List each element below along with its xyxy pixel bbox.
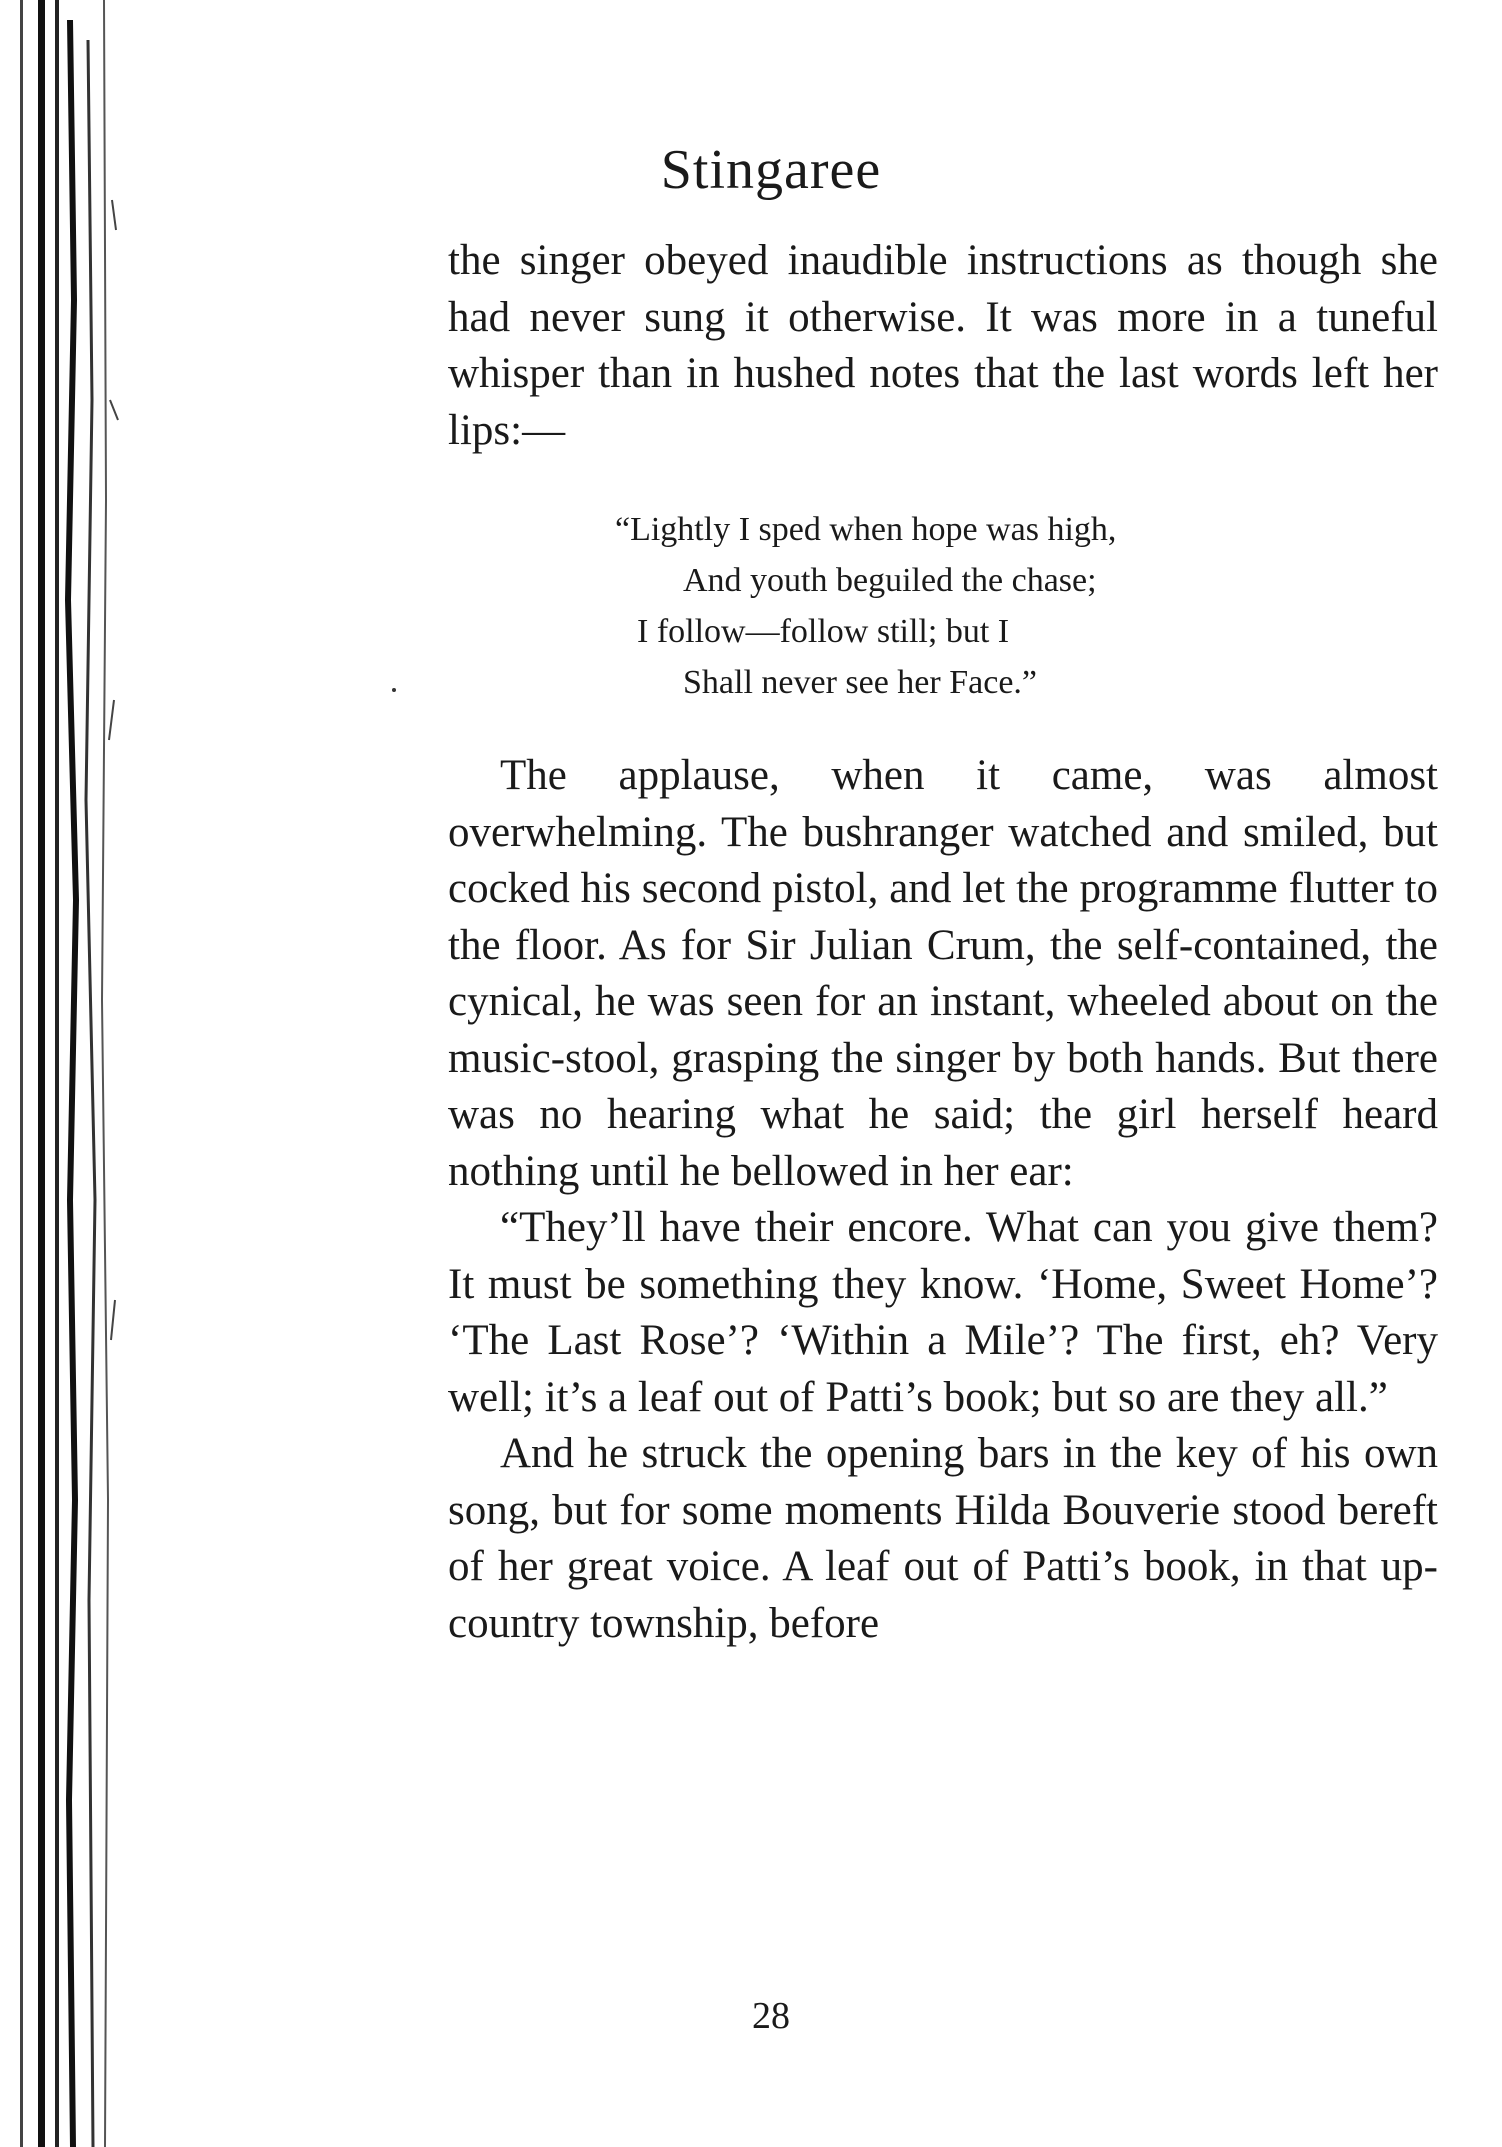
text-block-main — [448, 748, 1438, 1652]
stray-mark — [392, 688, 396, 692]
verse-quotation — [615, 504, 1116, 708]
running-head: Stingaree — [660, 139, 882, 201]
verse-line: I follow—follow still; but I — [637, 613, 1010, 650]
paragraph: The applause, when it came, was almost overwhelming. The bushranger watched and smiled, but cocked his second pistol, and let the programme flutter to the floor. As for Sir Julian Crum, the self-contained, the cynical, he was seen for an instant, wheeled about on the music-stool, grasping the singer by both hands. But there was no hearing what he said; the girl herself heard nothing until he bellowed in her ear: — [448, 752, 1438, 1195]
paragraph: “They’ll have their encore. What can you give them? It must be something they know. ‘Home, Sweet Home’? ‘The Last Rose’? ‘Within a Mile’? The first, eh? Very well; it’s a leaf out of Patti’s book; but so are they all.” — [448, 1204, 1438, 1421]
page-number: 28 — [752, 1995, 790, 2037]
paragraph: And he struck the opening bars in the key of his own song, but for some moments Hilda Bouverie stood bereft of her great voice. A leaf out of Patti’s book, in that up-country township, before — [448, 1430, 1438, 1647]
verse-line: “Lightly I sped when hope was high, — [615, 511, 1117, 548]
binding-gutter — [0, 0, 130, 2147]
paragraph: the singer obeyed inaudible instructions as though she had never sung it otherwise. It was more in a tuneful whisper than in hushed notes that the last words left her lips:— — [448, 237, 1438, 454]
verse-line: And youth beguiled the chase; — [683, 562, 1097, 599]
verse-line: Shall never see her Face.” — [683, 664, 1037, 701]
text-block-top — [448, 233, 1438, 459]
